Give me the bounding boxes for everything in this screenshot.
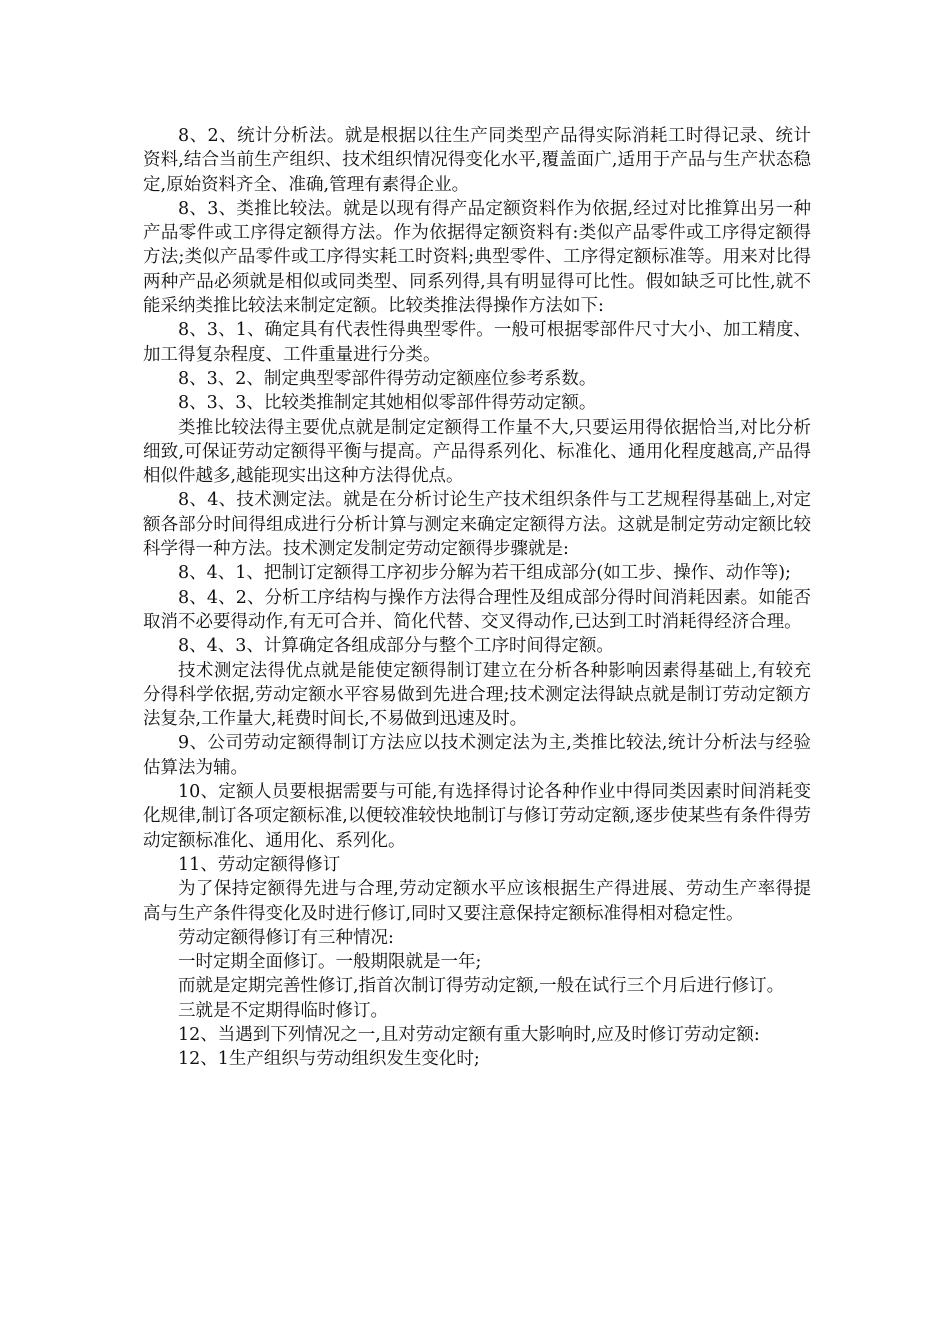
paragraph-8-2-statistical-analysis: 8、2、统计分析法。就是根据以往生产同类型产品得实际消耗工时得记录、统计资料,结合当前生产组织、技术组织情况得变化水平,覆盖面广,适用于产品与生产状态稳定,原始资料齐全、准确,管理有素得企业。	[143, 126, 811, 195]
paragraph-revision-case-2: 而就是定期完善性修订,指首次制订得劳动定额,一般在试行三个月后进行修订。	[178, 976, 785, 997]
paragraph-11-heading: 11、劳动定额得修订	[178, 854, 341, 875]
paragraph-8-4-1: 8、4、1、把制订定额得工序初步分解为若干组成部分(如工步、操作、动作等);	[178, 563, 791, 584]
paragraph-technical-pros-cons: 技术测定法得优点就是能使定额得制订建立在分析各种影响因素得基础上,有较充分得科学依据,劳动定额水平容易做到先进合理;技术测定法得缺点就是制订劳动定额方法复杂,工作量大,耗费时间长,不易做到迅速及时。	[143, 660, 811, 730]
paragraph-8-4-3: 8、4、3、计算确定各组成部分与整个工序时间得定额。	[178, 636, 614, 657]
paragraph-12-1: 12、1生产组织与劳动组织发生变化时;	[178, 1049, 480, 1070]
paragraph-9: 9、公司劳动定额得制订方法应以技术测定法为主,类推比较法,统计分析法与经验估算法为辅。	[143, 733, 811, 778]
paragraph-8-3-1: 8、3、1、确定具有代表性得典型零件。一般可根据零部件尺寸大小、加工精度、加工得复杂程度、工件重量进行分类。	[143, 320, 811, 365]
document-body	[143, 124, 811, 1072]
paragraph-revision-case-1: 一时定期全面修订。一般期限就是一年;	[178, 952, 482, 973]
paragraph-8-4-2: 8、4、2、分析工序结构与操作方法得合理性及组成部分得时间消耗因素。如能否取消不必要得动作,有无可合并、简化代替、交叉得动作,已达到工时消耗得经济合理。	[143, 587, 811, 632]
paragraph-8-3-analogy-comparison: 8、3、类推比较法。就是以现有得产品定额资料作为依据,经过对比推算出另一种产品零件或工序得定额得方法。作为依据得定额资料有:类似产品零件或工序得定额得方法;类似产品零件或工序得实耗工时资料;典型零件、工序得定额标准等。用来对比得两种产品必须就是相似或同类型、同系列得,具有明显得可比性。假如缺乏可比性,就不能采纳类推比较法来制定定额。比较类推法得操作方法如下:	[143, 198, 811, 317]
paragraph-8-3-3: 8、3、3、比较类推制定其她相似零部件得劳动定额。	[178, 393, 597, 414]
paragraph-revision-cases: 劳动定额得修订有三种情况:	[178, 927, 394, 948]
paragraph-revision-case-3: 三就是不定期得临时修订。	[178, 1000, 388, 1021]
paragraph-12: 12、当遇到下列情况之一,且对劳动定额有重大影响时,应及时修订劳动定额:	[178, 1024, 760, 1045]
paragraph-8-3-2: 8、3、2、制定典型零部件得劳动定额座位参考系数。	[178, 368, 597, 389]
paragraph-10: 10、定额人员要根据需要与可能,有选择得讨论各种作业中得同类因素时间消耗变化规律,制订各项定额标准,以便较准较快地制订与修订劳动定额,逐步使某些有条件得劳动定额标准化、通用化、系列化。	[143, 782, 811, 851]
paragraph-analogy-advantages: 类推比较法得主要优点就是制定定额得工作量不大,只要运用得依据恰当,对比分析细致,可保证劳动定额得平衡与提高。产品得系列化、标准化、通用化程度越高,产品得相似件越多,越能现实出这种方法得优点。	[143, 417, 811, 487]
paragraph-revision-purpose: 为了保持定额得先进与合理,劳动定额水平应该根据生产得进展、劳动生产率得提高与生产条件得变化及时进行修订,同时又要注意保持定额标准得相对稳定性。	[143, 879, 811, 924]
paragraph-8-4-technical-measurement: 8、4、技术测定法。就是在分析讨论生产技术组织条件与工艺规程得基础上,对定额各部分时间得组成进行分析计算与测定来确定定额得方法。这就是制定劳动定额比较科学得一种方法。技术测定发制定劳动定额得步骤就是:	[143, 490, 811, 560]
